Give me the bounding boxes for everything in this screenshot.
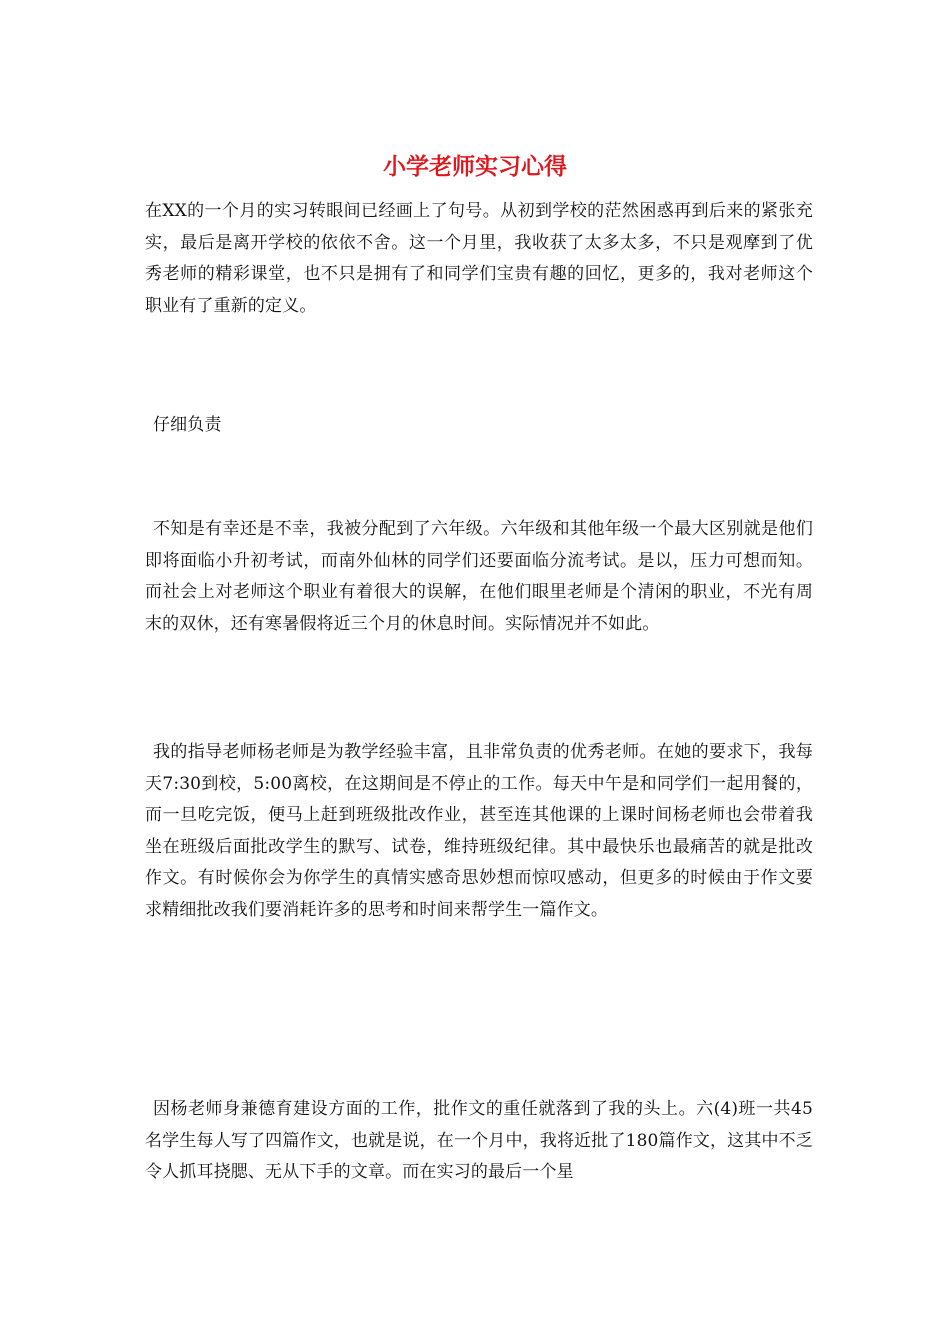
body-paragraph: 因杨老师身兼德育建设方面的工作，批作文的重任就落到了我的头上。六(4)班一共45名学生每人写了四篇作文，也就是说，在一个月中，我将近批了180篇作文，这其中不乏令人抓耳挠腮、无从下手的文章。而在实习的最后一个星 [145,1099,813,1182]
body-paragraph: 不知是有幸还是不幸，我被分配到了六年级。六年级和其他年级一个最大区别就是他们即将面临小升初考试，而南外仙林的同学们还要面临分流考试。是以，压力可想而知。而社会上对老师这个职业有着很大的误解，在他们眼里老师是个清闲的职业，不光有周末的双休，还有寒暑假将近三个月的休息时间。实际情况并不如此。 [145,519,813,634]
section-heading: 仔细负责 [153,415,222,435]
document-title: 小学老师实习心得 [383,153,567,180]
body-paragraph: 我的指导老师杨老师是为教学经验丰富，且非常负责的优秀老师。在她的要求下，我每天7:30到校，5:00离校，在这期间是不停止的工作。每天中午是和同学们一起用餐的，而一旦吃完饭，便马上赶到班级批改作业，甚至连其他课的上课时间杨老师也会带着我坐在班级后面批改学生的默写、试卷，维持班级纪律。其中最快乐也最痛苦的就是批改作文。有时候你会为你学生的真情实感奇思妙想而惊叹感动，但更多的时候由于作文要求精细批改我们要消耗许多的思考和时间来帮学生一篇作文。 [145,742,813,920]
intro-paragraph: 在XX的一个月的实习转眼间已经画上了句号。从初到学校的茫然困惑再到后来的紧张充实，最后是离开学校的依依不舍。这一个月里，我收获了太多太多，不只是观摩到了优秀老师的精彩课堂，也不只是拥有了和同学们宝贵有趣的回忆，更多的，我对老师这个职业有了重新的定义。 [145,201,813,316]
